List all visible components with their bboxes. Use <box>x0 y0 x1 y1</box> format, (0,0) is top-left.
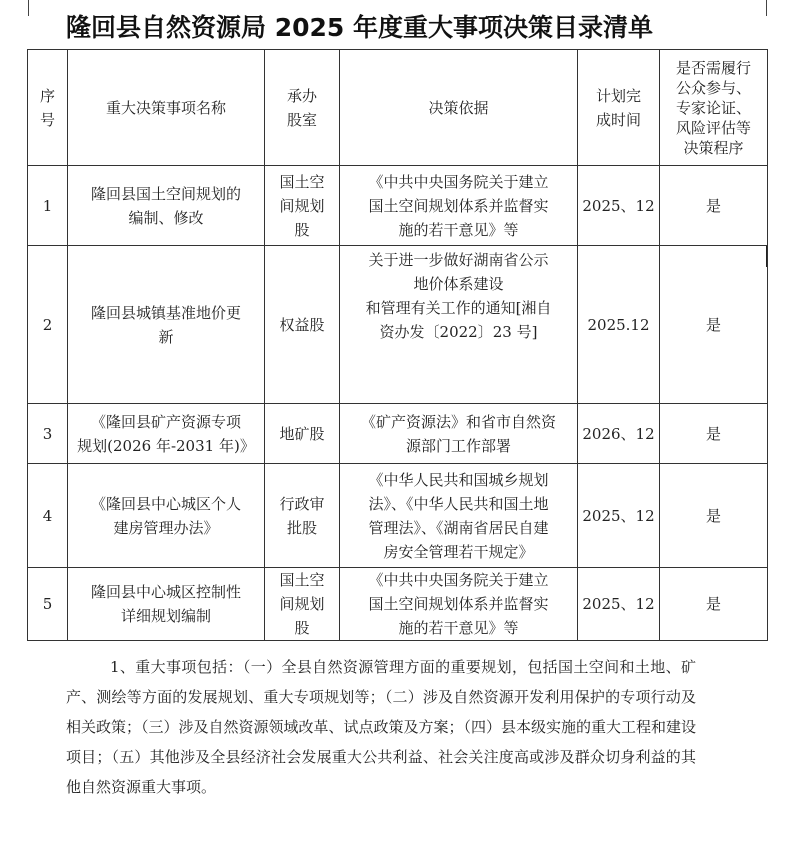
cell-time: 2025、12 <box>578 166 660 246</box>
corner-mark-left <box>28 0 29 16</box>
table-row <box>28 568 768 641</box>
decision-catalog-table <box>27 49 768 641</box>
cell-seq: 3 <box>28 404 68 464</box>
cell-procedure: 是 <box>660 166 768 246</box>
cell-time: 2026、12 <box>578 404 660 464</box>
cell-dept: 权益股 <box>265 246 340 404</box>
cell-dept: 国土空 间规划 股 <box>265 166 340 246</box>
header-procedure: 是否需履行 公众参与、 专家论证、 风险评估等 决策程序 <box>660 50 768 166</box>
cell-procedure: 是 <box>660 246 768 404</box>
cell-basis: 《中共中央国务院关于建立 国土空间规划体系并监督实 施的若干意见》等 <box>340 568 578 641</box>
notes-paragraph: 1、重大事项包括：（一）全县自然资源管理方面的重要规划，包括国土空间和土地、矿产、测绘等方面的发展规划、重大专项规划等；（二）涉及自然资源开发利用保护的专项行动及相关政策；（三）涉及自然资源领域改革、试点政策及方案；（四）县本级实施的重大工程和建设项目；（五）其他涉及全县经济社会发展重大公共利益、社会关注度高或涉及群众切身利益的其他自然资源重大事项。 <box>66 658 697 796</box>
table-row <box>28 404 768 464</box>
header-dept: 承办 股室 <box>265 50 340 166</box>
cell-seq: 4 <box>28 464 68 568</box>
cell-basis: 关于进一步做好湖南省公示 地价体系建设 和管理有关工作的通知[湘自 资办发〔2022〕23 号] <box>340 246 578 404</box>
cell-time: 2025、12 <box>578 464 660 568</box>
header-time: 计划完 成时间 <box>578 50 660 166</box>
cell-dept: 行政审 批股 <box>265 464 340 568</box>
cell-seq: 5 <box>28 568 68 641</box>
cell-time: 2025.12 <box>578 246 660 404</box>
corner-mark-right <box>766 0 767 16</box>
table-row <box>28 464 768 568</box>
cell-name: 《隆回县矿产资源专项 规划(2026 年-2031 年)》 <box>68 404 265 464</box>
cell-basis: 《中华人民共和国城乡规划 法》、《中华人民共和国土地 管理法》、《湖南省居民自建 房安全管理若干规定》 <box>340 464 578 568</box>
cell-basis: 《中共中央国务院关于建立 国土空间规划体系并监督实 施的若干意见》等 <box>340 166 578 246</box>
cell-dept: 国土空 间规划 股 <box>265 568 340 641</box>
cell-dept: 地矿股 <box>265 404 340 464</box>
cell-basis: 《矿产资源法》和省市自然资 源部门工作部署 <box>340 404 578 464</box>
cell-procedure: 是 <box>660 464 768 568</box>
cell-seq: 1 <box>28 166 68 246</box>
cell-name: 隆回县国土空间规划的 编制、修改 <box>68 166 265 246</box>
cell-name: 隆回县中心城区控制性 详细规划编制 <box>68 568 265 641</box>
header-name: 重大决策事项名称 <box>68 50 265 166</box>
cell-name: 隆回县城镇基准地价更 新 <box>68 246 265 404</box>
document-title: 隆回县自然资源局 2025 年度重大事项决策目录清单 <box>66 13 653 42</box>
cell-time: 2025、12 <box>578 568 660 641</box>
cell-name: 《隆回县中心城区个人 建房管理办法》 <box>68 464 265 568</box>
table-row <box>28 166 768 246</box>
cell-procedure: 是 <box>660 568 768 641</box>
cell-seq: 2 <box>28 246 68 404</box>
header-seq: 序 号 <box>28 50 68 166</box>
header-basis: 决策依据 <box>340 50 578 166</box>
table-header-row <box>28 50 768 166</box>
table-row <box>28 246 768 404</box>
cell-procedure: 是 <box>660 404 768 464</box>
